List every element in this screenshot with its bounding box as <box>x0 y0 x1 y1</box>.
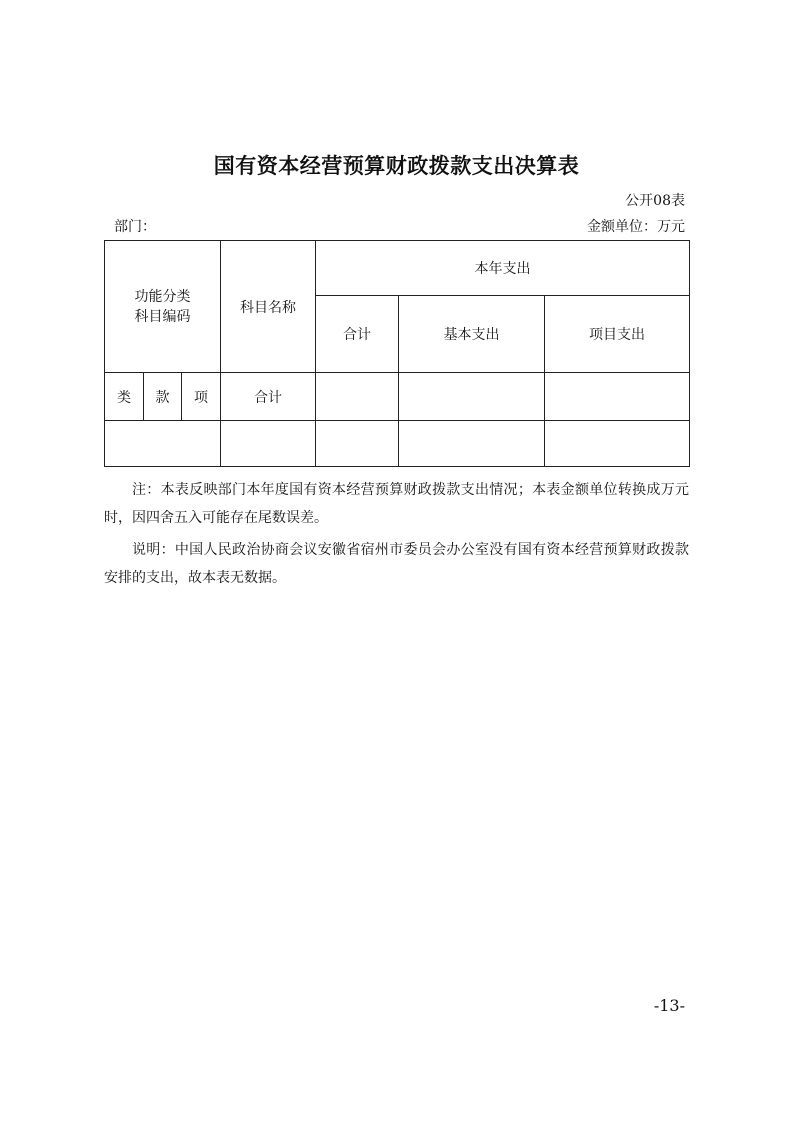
form-code: 公开08表 <box>625 193 685 209</box>
total-header: 合计 <box>316 296 399 373</box>
department-label: 部门： <box>114 219 156 235</box>
empty-total-cell <box>316 421 399 467</box>
project-expenditure-header: 项目支出 <box>545 296 690 373</box>
item-header: 项 <box>182 373 221 421</box>
empty-code-cell <box>105 421 221 467</box>
empty-name-cell <box>221 421 316 467</box>
unit-label: 金额单位：万元 <box>587 219 685 235</box>
function-class-line2: 科目编码 <box>134 308 191 325</box>
page-number: -13- <box>653 996 685 1015</box>
subject-name-header: 科目名称 <box>221 241 316 373</box>
total-value-cell <box>316 373 399 421</box>
page-title: 国有资本经营预算财政拨款支出决算表 <box>213 154 580 178</box>
explanation-note: 说明：中国人民政治协商会议安徽省宿州市委员会办公室没有国有资本经营预算财政拨款安排的支出，故本表无数据。 <box>104 542 689 586</box>
empty-project-cell <box>545 421 690 467</box>
table-note: 注：本表反映部门本年度国有资本经营预算财政拨款支出情况；本表金额单位转换成万元时，因四舍五入可能存在尾数误差。 <box>104 482 689 526</box>
expenditure-table <box>104 240 690 467</box>
function-class-line1: 功能分类 <box>134 288 191 305</box>
category-header: 类 <box>105 373 144 421</box>
row-total-label: 合计 <box>221 373 316 421</box>
basic-expenditure-header: 基本支出 <box>399 296 545 373</box>
basic-value-cell <box>399 373 545 421</box>
table-row <box>105 421 690 467</box>
section-header: 款 <box>144 373 182 421</box>
current-year-expenditure-header: 本年支出 <box>316 241 690 296</box>
project-value-cell <box>545 373 690 421</box>
empty-basic-cell <box>399 421 545 467</box>
function-class-header <box>105 241 221 373</box>
